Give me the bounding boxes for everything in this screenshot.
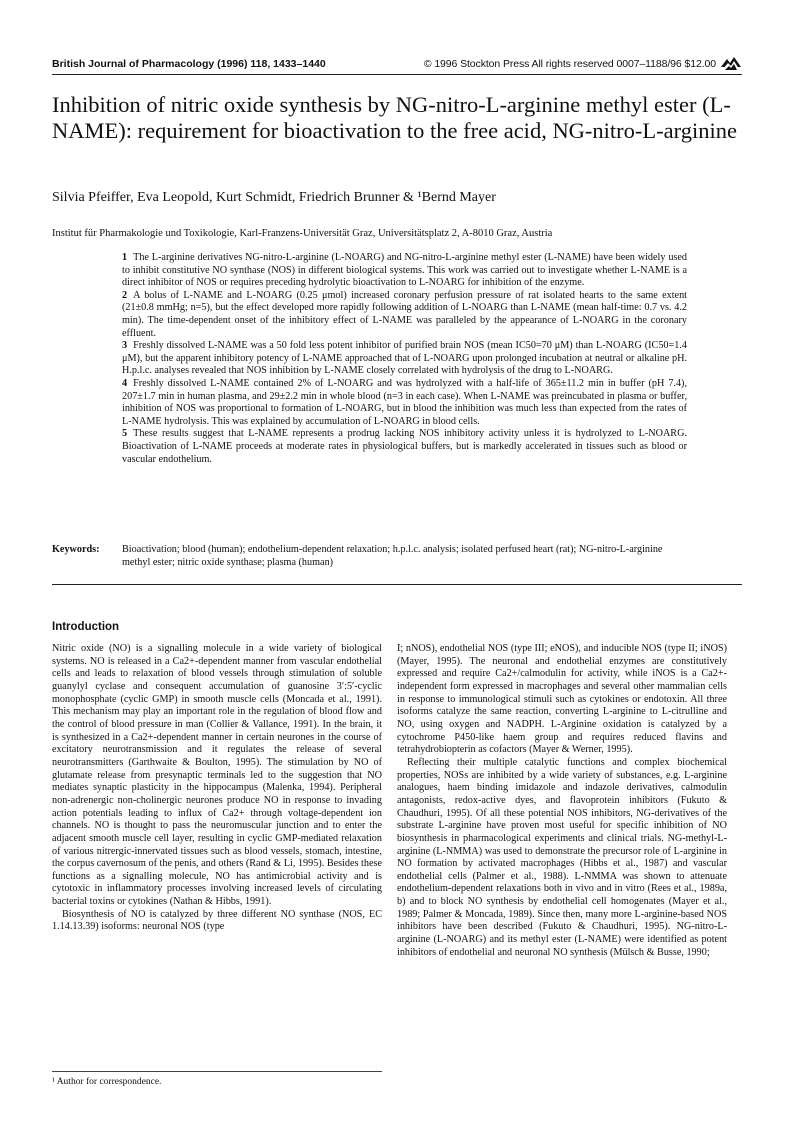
paragraph: Reflecting their multiple catalytic functions and complex biochemical properties, NOSs are inhibited by a wide variety of substances, e.g. L-arginine analogues, haem binding imidazole and indazole derivatives, calmodulin antagonists, redox-active dyes, and flavoprotein inhibitors (Fukuto & Chaudhuri, 1995). Of all these potential NOS inhibitors, NG-derivatives of the substrate L-arginine have proven most useful for specific inhibition of NO biosynthesis in pharmacological experiments and clinical trials. NG-methyl-L-arginine (L-NMMA) was used to demonstrate the precursor role of L-arginine in NO formation by activated macrophages (Hibbs et al., 1987) and vascular endothelial cells (Palmer et al., 1988). L-NMMA was shown to attenuate endothelium-dependent relaxations both in vivo and in vitro (Rees et al., 1989a, b) and to block NO synthesis by endothelial cell homogenates (Mayer et al., 1989; Palmer & Moncada, 1989). Since then, many more L-arginine-based NOS inhibitors have been described (Fukuto & Chaudhuri, 1995). NG-nitro-L-arginine (L-NOARG) and its methyl ester (L-NAME) were identified as potent inhibitors of endothelial and neuronal NO synthesis (Mülsch & Busse, 1990; [397, 756, 727, 958]
abstract-item: 3 Freshly dissolved L-NAME was a 50 fold less potent inhibitor of purified brain NOS (mean IC50=70 μM) than L-NOARG (IC50=1.4 μM), but the apparent inhibitory potency of L-NAME approached that of L-NOARG upon prolonged incubation at neutral or alkaline pH. H.p.l.c. analyses revealed that NOS inhibition by L-NAME closely correlated with hydrolysis of the drug to L-NOARG. [122, 340, 687, 377]
section-heading: Introduction [52, 621, 120, 633]
keywords-text: Bioactivation; blood (human); endothelium-dependent relaxation; h.p.l.c. analysis; isolated perfused heart (rat); NG-nitro-L-arginine methyl ester; nitric oxide synthase; plasma (human) [122, 544, 663, 568]
header-rule [52, 74, 742, 75]
keywords-rule [52, 584, 742, 585]
footnote-rule [52, 1071, 382, 1072]
right-column [397, 643, 727, 959]
abstract-item: 4 Freshly dissolved L-NAME contained 2% of L-NOARG and was hydrolyzed with a half-life of 365±11.2 min in buffer (pH 7.4), 207±1.7 min in human plasma, and 29±2.2 min in whole blood (n=3 in each case). When L-NAME was preincubated in plasma or buffer, inhibition of NOS was proportional to formation of L-NOARG, but in blood the inhibition was much less than expected from the rates of L-NAME hydrolysis. This was explained by accumulation of L-NOARG in blood cells. [122, 377, 687, 427]
abstract-item: 1 The L-arginine derivatives NG-nitro-L-arginine (L-NOARG) and NG-nitro-L-arginine methyl ester (L-NAME) have been widely used to inhibit constitutive NO synthase (NOS) in different biological systems. This work was carried out to investigate whether L-NAME is a direct inhibitor of NOS or requires preceding hydrolytic bioactivation to L-NOARG for inhibition of the enzyme. [122, 252, 687, 289]
keywords-label: Keywords: [52, 544, 100, 555]
abstract [122, 252, 687, 466]
journal-name: British Journal of Pharmacology (1996) [52, 58, 248, 70]
stockton-press-logo-icon [720, 55, 742, 71]
abstract-item: 5 These results suggest that L-NAME represents a prodrug lacking NOS inhibitory activity unless it is hydrolyzed to L-NOARG. Bioactivation of L-NAME proceeds at moderate rates in physiological buffers, but is markedly accelerated in tissues such as blood or vascular endothelium. [122, 428, 687, 465]
copyright-notice: © 1996 Stockton Press All rights reserved 0007–1188/96 $12.00 [423, 58, 716, 70]
paragraph: I; nNOS), endothelial NOS (type III; eNOS), and inducible NOS (type II; iNOS) (Mayer, 1995). The neuronal and endothelial enzymes are constitutively expressed and require Ca2+/calmodulin for activity, while iNOS is a Ca2+-independent form expressed in macrophages and several other mammalian cells in response to immunological stimuli such as cytokines or endotoxin. All three isoforms catalyze the same reaction, converting L-arginine to L-citrulline and NO, using oxygen and NADPH. L-Arginine oxidation is catalyzed by a cytochrome P450-like haem group and requires reduced flavins and tetrahydrobiopterin as cofactors (Mayer & Werner, 1995). [397, 643, 727, 756]
footnote: ¹ Author for correspondence. [52, 1077, 162, 1087]
left-column [52, 643, 382, 934]
abstract-item: 2 A bolus of L-NAME and L-NOARG (0.25 μmol) increased coronary perfusion pressure of rat isolated hearts to the same extent (21±0.8 mmHg; n=5), but the effect developed more rapidly following addition of L-NOARG than L-NAME (mean half-time: 0.7 vs. 4.2 min). The time-dependent onset of the inhibitory effect of L-NAME was paralleled by the appearance of L-NOARG in the coronary effluent. [122, 289, 687, 339]
author-list: Silvia Pfeiffer, Eva Leopold, Kurt Schmidt, Friedrich Brunner & ¹Bernd Mayer [52, 190, 496, 205]
paragraph: Biosynthesis of NO is catalyzed by three different NO synthase (NOS, EC 1.14.13.39) isoforms: neuronal NOS (type [52, 908, 382, 933]
journal-citation [52, 58, 326, 70]
article-title: Inhibition of nitric oxide synthesis by NG-nitro-L-arginine methyl ester (L-NAME): requirement for bioactivation to the free acid, NG-nitro-L-arginine [52, 92, 737, 143]
paragraph: Nitric oxide (NO) is a signalling molecule in a wide variety of biological systems. NO is released in a Ca2+-dependent manner from vascular endothelial cells and leads to relaxation of blood vessels through stimulation of soluble guanylyl cyclase and consequent accumulation of guanosine 3′:5′-cyclic monophosphate (cyclic GMP) in smooth muscle cells (Moncada et al., 1991). This mechanism may play an important role in the regulation of blood flow and the control of blood pressure in man (Collier & Vallance, 1991). In the brain, it is synthesized in a Ca2+-dependent manner in certain neurones in the course of excitatory neurotransmission and it regulates the release of several neurotransmitters (Garthwaite & Boulton, 1995). The stimulation by NO of glutamate release from presynaptic terminals led to the suggestion that NO mediates synaptic plasticity in the hippocampus (Malenka, 1994). Peripheral non-adrenergic non-cholinergic neurones produce NO in response to invading action potentials leading to influx of Ca2+ through voltage-dependent ion channels. NO is thought to pass the neuromuscular junction and to enter the adjacent smooth muscle cell layer, resulting in cyclic GMP-mediated relaxation of various nitrergic-innervated tissues such as blood vessels, stomach, intestine, the corpus cavernosum of the penis, and others (Rand & Li, 1995). Besides these functions as a signalling molecule, NO has antimicrobial activity and is cytotoxic in inflammatory processes involving increased levels of circulating bacterial toxins or cytokines (Nathan & Hibbs, 1991). [52, 643, 382, 908]
journal-volume: 118, 1433–1440 [250, 58, 326, 70]
keywords [52, 544, 687, 569]
running-header [52, 58, 742, 74]
affiliation: Institut für Pharmakologie und Toxikologie, Karl-Franzens-Universität Graz, Universitätsplatz 2, A-8010 Graz, Austria [52, 228, 553, 239]
